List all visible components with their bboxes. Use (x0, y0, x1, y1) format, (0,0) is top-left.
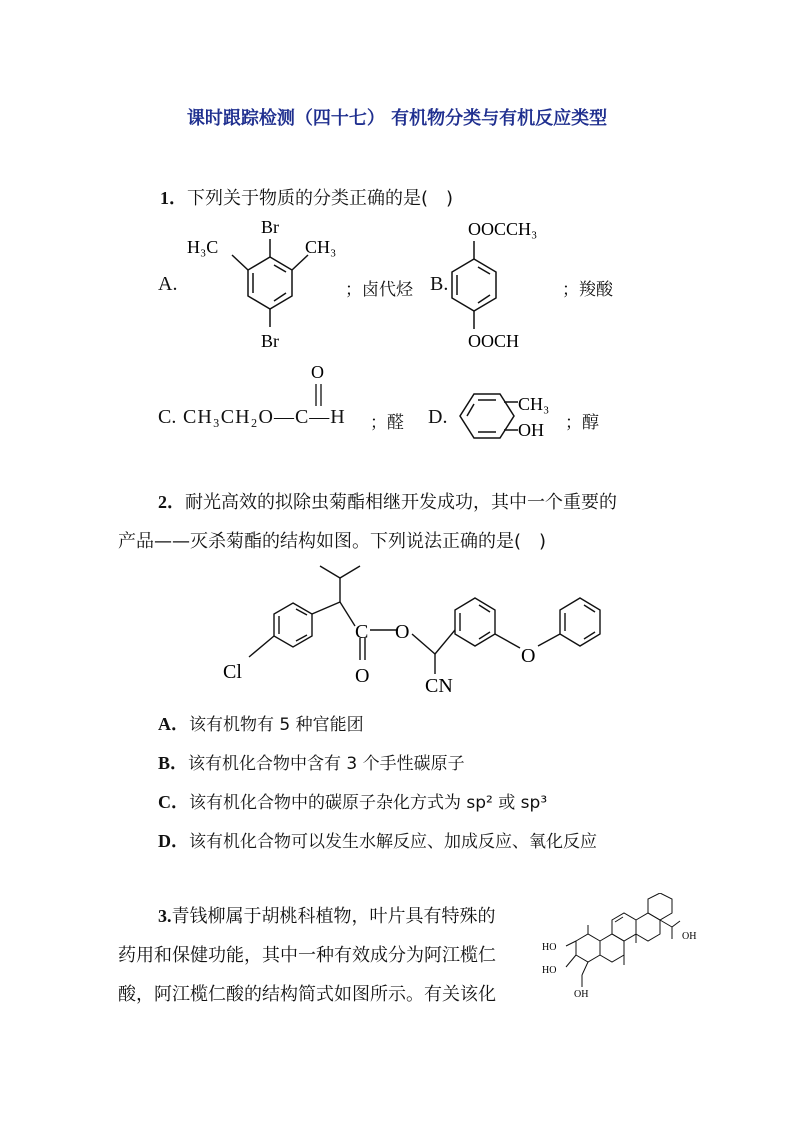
question-2-line-1 (158, 488, 617, 514)
q3-label-ho2: HO (542, 965, 557, 976)
question-3-line-1 (158, 902, 496, 928)
struct-b-bottom: OOCH (468, 331, 520, 351)
struct-b-top: OOCCH₃ (468, 219, 538, 239)
q2-label-cl: Cl (223, 661, 242, 683)
question-2-text-1: 耐光高效的拟除虫菊酯相继开发成功，其中一个重要的 (185, 492, 617, 513)
q2-option-d (158, 827, 597, 853)
structure-c-carbonyl (305, 360, 335, 410)
q2-option-d-text: 该有机化合物可以发生水解反应、加成反应、氧化反应 (189, 832, 597, 852)
option-c-formula: CH₃CH₂O—C—H (183, 406, 346, 428)
struct-a-top: Br (261, 217, 279, 237)
q2-label-cn: CN (425, 675, 453, 697)
q2-option-b-text: 该有机化合物中含有 3 个手性碳原子 (188, 754, 465, 774)
struct-d-sub1: CH₃ (518, 394, 550, 414)
question-3-line-3: 酸，阿江榄仁酸的结构简式如图所示。有关该化 (118, 984, 496, 1005)
question-2-number: 2． (158, 492, 185, 512)
question-1-number: 1． (160, 188, 187, 208)
structure-b (450, 213, 570, 357)
question-2-line-2: 产品——灭杀菊酯的结构如图。下列说法正确的是( ) (118, 531, 547, 552)
q2-option-d-letter: D． (158, 831, 189, 851)
structure-q2 (215, 558, 625, 698)
option-a-class: ；卤代烃 (345, 280, 413, 300)
option-d-class: ；醇 (565, 413, 599, 433)
struct-d-sub2: OH (518, 420, 544, 440)
q2-option-c (158, 788, 547, 814)
struct-a-left: H₃C (187, 237, 219, 257)
question-1-text: 下列关于物质的分类正确的是( ) (187, 188, 454, 209)
question-3-number: 3. (158, 906, 172, 926)
option-b-letter: B. (430, 273, 449, 295)
q3-label-oh1: OH (682, 931, 697, 942)
option-a-letter: A. (158, 273, 178, 295)
question-3-text-1: 青钱柳属于胡桃科植物，叶片具有特殊的 (171, 906, 496, 927)
q2-option-b (158, 749, 465, 775)
page-title: 课时跟踪检测（四十七） 有机物分类与有机反应类型 (186, 108, 608, 129)
struct-c-o: O (311, 362, 324, 382)
q2-option-a (158, 710, 364, 736)
q2-label-c: C (355, 621, 369, 643)
q2-label-o-carbonyl: O (355, 665, 370, 687)
structure-q3 (540, 893, 700, 1005)
q3-label-ho1: HO (542, 942, 557, 953)
q2-option-a-letter: A． (158, 714, 189, 734)
question-1-stem (160, 184, 453, 210)
option-b-class: ；羧酸 (562, 280, 613, 300)
q2-label-o-ester: O (395, 621, 410, 643)
structure-d (452, 388, 572, 444)
option-d-letter: D. (428, 406, 448, 428)
q2-option-c-letter: C． (158, 792, 189, 812)
q2-option-a-text: 该有机物有 5 种官能团 (189, 715, 364, 735)
question-3-line-2: 药用和保健功能，其中一种有效成分为阿江榄仁 (118, 945, 496, 966)
option-c-class: ；醛 (370, 413, 404, 433)
q2-label-o-ether: O (521, 645, 536, 667)
q2-option-c-text: 该有机化合物中的碳原子杂化方式为 sp² 或 sp³ (189, 793, 548, 813)
struct-a-bottom: Br (261, 331, 279, 351)
q2-option-b-letter: B． (158, 753, 189, 773)
q3-label-oh2: OH (574, 989, 589, 1000)
struct-a-right: CH₃ (305, 237, 337, 257)
option-c-letter: C. (158, 406, 177, 428)
structure-a (185, 215, 345, 355)
